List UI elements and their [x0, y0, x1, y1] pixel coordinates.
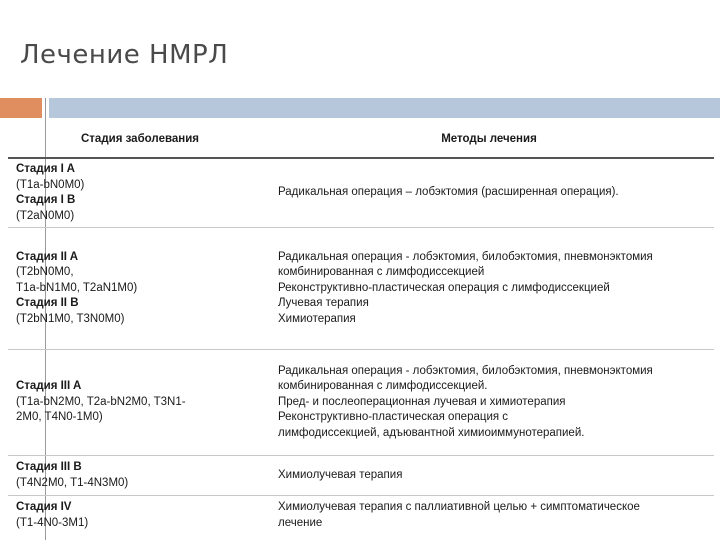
methods-line: Реконструктивно-пластическая операция с лимфодиссекцией	[278, 281, 610, 294]
methods-cell	[270, 456, 714, 496]
methods-line: лимфодиссекцией, адъювантной химиоиммунотерапией.	[278, 426, 585, 439]
methods-line: комбинированная с лимфодиссекцией	[278, 266, 485, 279]
stage-line: Стадия II B	[16, 297, 79, 310]
table-row	[8, 496, 714, 536]
header-methods: Методы лечения	[441, 132, 537, 145]
methods-cell	[270, 350, 714, 456]
stage-line: (T2bN1M0, T3N0M0)	[16, 312, 125, 325]
stage-cell	[8, 456, 270, 496]
methods-line: Лучевая терапия	[278, 297, 369, 310]
methods-cell	[270, 228, 714, 350]
methods-line: Радикальная операция - лобэктомия, билобэктомия, пневмонэктомия	[278, 250, 653, 263]
stage-cell	[8, 158, 270, 228]
methods-line: Химиолучевая терапия	[278, 468, 403, 481]
methods-line: Радикальная операция – лобэктомия (расширенная операция).	[278, 186, 619, 199]
stage-line: Стадия II A	[16, 250, 79, 263]
stage-line: Стадия I B	[16, 194, 76, 206]
methods-line: Пред- и послеоперационная лучевая и химиотерапия	[278, 395, 566, 408]
accent-bar-orange	[0, 98, 42, 118]
table-row	[8, 228, 714, 350]
stage-line: (T4N2M0, T1-4N3M0)	[16, 476, 129, 489]
stage-line: (T2aN0M0)	[16, 209, 75, 222]
table-row	[8, 456, 714, 496]
methods-line: комбинированная с лимфодиссекцией.	[278, 380, 488, 393]
page-title: Лечение НМРЛ	[20, 40, 229, 70]
stage-line: Стадия III A	[16, 380, 82, 393]
stage-line: (T1a-bN0M0)	[16, 178, 85, 191]
accent-bar-blue	[49, 98, 720, 118]
methods-line: Реконструктивно-пластическая операция с	[278, 411, 509, 424]
stage-line: (T2bN0M0,	[16, 266, 74, 279]
table-header-row	[8, 122, 714, 158]
header-stage: Стадия заболевания	[81, 132, 199, 145]
methods-line: Химиолучевая терапия с паллиативной целью + симптоматическое	[278, 501, 640, 514]
stage-line: Стадия I A	[16, 163, 75, 175]
stage-line: 2M0, T4N0-1M0)	[16, 411, 103, 424]
methods-cell	[270, 158, 714, 228]
table-row	[8, 158, 714, 228]
stage-line: Стадия IV	[16, 501, 72, 514]
stage-line: Стадия III B	[16, 461, 82, 473]
stage-line: T1a-bN1M0, T2aN1M0)	[16, 281, 138, 294]
stage-line: (T1-4N0-3M1)	[16, 516, 89, 529]
table-row	[8, 350, 714, 456]
methods-line: Химиотерапия	[278, 312, 356, 325]
stage-cell	[8, 228, 270, 350]
stage-cell	[8, 350, 270, 456]
methods-line: Радикальная операция - лобэктомия, билобэктомия, пневмонэктомия	[278, 364, 653, 377]
methods-cell	[270, 496, 714, 536]
methods-line: лечение	[278, 516, 323, 529]
stage-cell	[8, 496, 270, 536]
stage-line: (T1a-bN2M0, T2a-bN2M0, T3N1-	[16, 395, 186, 408]
treatment-table	[8, 122, 714, 536]
